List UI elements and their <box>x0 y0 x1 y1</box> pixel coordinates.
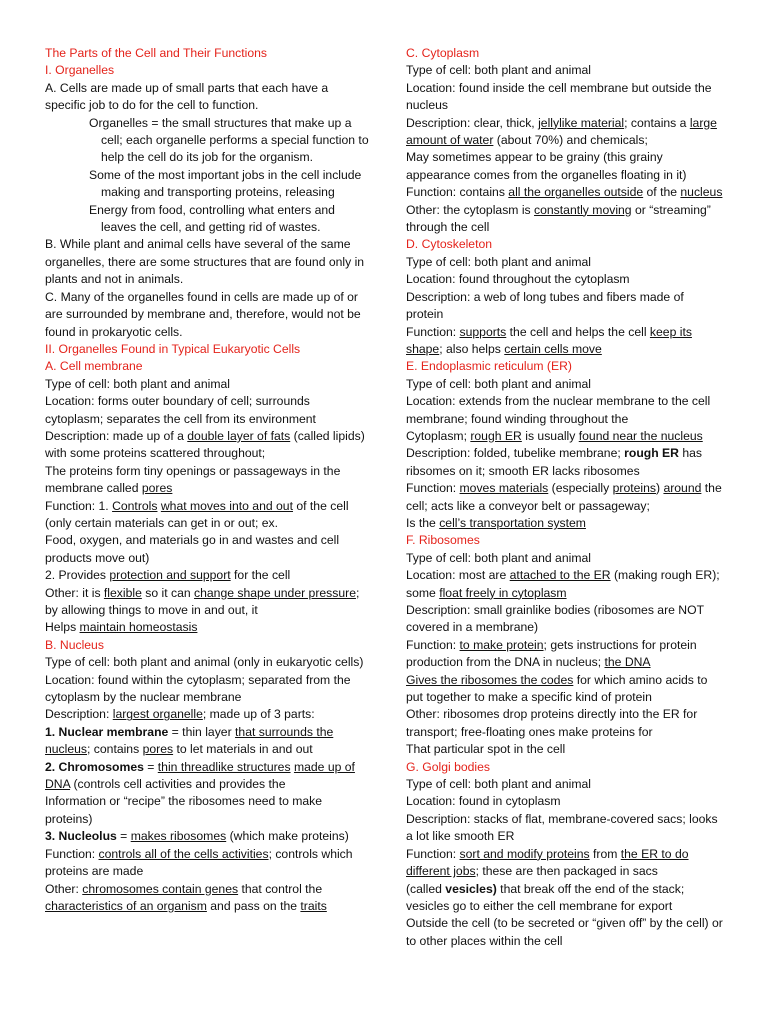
underlined-text: certain cells move <box>504 341 602 356</box>
text-run: The Parts of the Cell and Their Functions <box>45 46 267 60</box>
text-run: Location: found inside the cell membrane but outside the nucleus <box>406 80 712 113</box>
text-run: G. Golgi bodies <box>406 759 491 774</box>
underlined-text: the ER to do different jobs <box>406 846 689 879</box>
paragraph <box>406 80 724 115</box>
section-heading <box>406 45 724 62</box>
underlined-text: supports <box>459 324 507 339</box>
paragraph <box>45 428 371 463</box>
text-run: ; by allowing things to move in and out, it <box>45 585 360 617</box>
underlined-text: pores <box>141 481 173 496</box>
text-run: (which make proteins) <box>226 829 349 844</box>
text-run: Function: <box>406 846 460 861</box>
text-run: Description: stacks of flat, membrane-covered sacs; looks a lot like smooth ER <box>406 811 718 844</box>
section-heading <box>45 62 371 79</box>
text-run: that control the <box>238 881 323 896</box>
paragraph <box>406 428 724 445</box>
underlined-text: controls all of the cells activities <box>98 846 269 861</box>
text-run: Some of the most important jobs in the cell include making and transporting proteins, releasing <box>89 167 362 200</box>
section-heading <box>45 341 371 358</box>
text-run: Function: contains <box>406 185 509 200</box>
paragraph <box>45 236 371 288</box>
underlined-text: flexible <box>103 585 142 600</box>
text-run: is usually <box>521 428 579 443</box>
text-run: Information or “recipe” the ribosomes need to make proteins) <box>45 794 323 826</box>
text-run: That particular spot in the cell <box>406 742 566 757</box>
text-run: Is the <box>406 515 440 530</box>
underlined-text: the DNA <box>604 655 651 670</box>
underlined-text: maintain homeostasis <box>79 620 198 635</box>
text-run: Location: extends from the nuclear membrane to the cell membrane; found winding throughout the <box>406 394 711 426</box>
paragraph <box>45 80 371 115</box>
underlined-text: jellylike material <box>538 115 625 130</box>
paragraph <box>406 881 724 916</box>
text-run: of the <box>643 185 681 200</box>
underlined-text: all the organelles outside <box>508 185 644 200</box>
paragraph <box>45 793 371 828</box>
text-run: Location: found throughout the cytoplasm <box>406 272 630 287</box>
text-run: ) <box>655 481 664 496</box>
text-run: Organelles = the small structures that make up a cell; each organelle performs a special function to help the cell do its job for the organism. <box>89 115 369 165</box>
text-run: II. Organelles Found in Typical Eukaryotic Cells <box>45 341 301 356</box>
text-run: for the cell <box>230 568 291 583</box>
bold-text: rough ER <box>624 446 679 461</box>
text-run: B. While plant and animal cells have several of the same organelles, there are some structures that are found only in plants and not in animals. <box>45 237 365 287</box>
text-run: ; gets instructions for protein production from the DNA in nucleus; <box>406 637 697 670</box>
paragraph <box>406 376 724 393</box>
underlined-text: chromosomes contain genes <box>82 881 239 896</box>
text-run: Food, oxygen, and materials go in and wastes and cell products move out) <box>45 533 340 565</box>
paragraph <box>406 811 724 846</box>
text-run: = <box>143 759 158 774</box>
paragraph <box>406 741 724 758</box>
text-run: Type of cell: both plant and animal <box>406 254 591 269</box>
paragraph <box>45 585 371 620</box>
section-heading <box>406 759 724 776</box>
text-run: to let materials in and out <box>173 742 313 757</box>
paragraph <box>45 654 371 671</box>
text-run: May sometimes appear to be grainy (this grainy appearance comes from the organelles floating in it) <box>406 150 687 182</box>
paragraph <box>45 619 371 636</box>
underlined-text: constantly moving <box>534 202 632 217</box>
paragraph <box>406 793 724 810</box>
text-run: C. Cytoplasm <box>406 46 480 60</box>
text-run: Function: <box>45 846 99 861</box>
text-run: Type of cell: both plant and animal (only in eukaryotic cells) <box>45 655 364 670</box>
text-run: B. Nucleus <box>45 637 104 652</box>
paragraph <box>406 254 724 271</box>
underlined-text: large amount of water <box>406 115 717 148</box>
paragraph <box>45 881 371 916</box>
text-run: ; contains <box>87 742 143 757</box>
text-run: and pass on the <box>206 898 301 913</box>
underlined-text: that surrounds the nucleus <box>45 724 334 757</box>
section-heading <box>45 45 371 62</box>
text-run: C. Many of the organelles found in cells are made up of or are surrounded by membrane and, therefore, would not be found in prokaryotic cells. <box>45 289 361 339</box>
text-run: Function: <box>406 637 460 652</box>
section-heading <box>45 637 371 654</box>
section-heading <box>406 358 724 375</box>
text-run: A. Cell membrane <box>45 359 143 374</box>
text-run: D. Cytoskeleton <box>406 237 493 252</box>
paragraph <box>406 567 724 602</box>
underlined-text: found near the nucleus <box>578 428 703 443</box>
text-run: Location: most are <box>406 568 510 583</box>
text-run: so it can <box>141 585 195 600</box>
paragraph <box>406 149 724 184</box>
text-run: Type of cell: both plant and animal <box>406 550 591 565</box>
paragraph <box>45 828 371 845</box>
underlined-text: Controls <box>112 498 158 513</box>
text-run: A. Cells are made up of small parts that each have a specific job to do for the cell to function. <box>45 80 329 113</box>
text-run: E. Endoplasmic reticulum (ER) <box>406 359 572 374</box>
section-heading <box>406 236 724 253</box>
paragraph <box>45 376 371 393</box>
text-run: ; these are then packaged in sacs <box>475 864 658 879</box>
underlined-text: largest organelle <box>112 707 203 722</box>
paragraph <box>406 184 724 201</box>
paragraph <box>406 550 724 567</box>
text-run: Type of cell: both plant and animal <box>406 777 591 792</box>
right-column <box>406 45 724 950</box>
underlined-text: proteins <box>612 481 656 496</box>
underlined-text: makes ribosomes <box>130 829 227 844</box>
paragraph <box>45 846 371 881</box>
text-run: Location: forms outer boundary of cell; surrounds cytoplasm; separates the cell from its environment <box>45 394 316 426</box>
text-run: Outside the cell (to be secreted or “given off” by the cell) or to other places within the cell <box>406 916 723 948</box>
text-run: the cell and helps the cell <box>506 324 650 339</box>
text-run: ; made up of 3 parts: <box>202 707 315 722</box>
text-run: Description: <box>45 707 113 722</box>
section-heading <box>45 358 371 375</box>
paragraph <box>406 706 724 741</box>
text-run: The proteins form tiny openings or passageways in the membrane called <box>45 463 341 496</box>
text-run: Type of cell: both plant and animal <box>406 376 591 391</box>
paragraph <box>45 532 371 567</box>
paragraph <box>45 706 371 723</box>
paragraph <box>406 602 724 637</box>
text-run: (controls cell activities and provides the <box>70 777 286 792</box>
underlined-text: made up of DNA <box>45 759 355 792</box>
paragraph <box>406 846 724 881</box>
text-run: Description: folded, tubelike membrane; <box>406 446 625 461</box>
paragraph <box>406 324 724 359</box>
bold-text: 3. Nucleolus <box>45 829 117 844</box>
text-run: the cell; acts like a conveyor belt or passageway; <box>406 481 722 513</box>
underlined-text: sort and modify proteins <box>459 846 590 861</box>
text-run: Other: ribosomes drop proteins directly into the ER for transport; free-floating ones make proteins for <box>406 707 698 739</box>
paragraph <box>45 202 371 237</box>
underlined-text: double layer of fats <box>187 428 291 443</box>
text-run: ; contains a <box>624 115 690 130</box>
text-run: = thin layer <box>168 724 236 739</box>
paragraph <box>406 115 724 150</box>
paragraph <box>406 515 724 532</box>
underlined-text: pores <box>142 742 174 757</box>
paragraph <box>45 567 371 584</box>
paragraph <box>45 289 371 341</box>
text-run: Function: 1. <box>45 498 113 513</box>
text-run: Function: <box>406 481 460 496</box>
bold-text: 2. Chromosomes <box>45 759 144 774</box>
underlined-text: float freely in cytoplasm <box>439 585 567 600</box>
text-run: (called <box>406 881 446 896</box>
paragraph <box>406 271 724 288</box>
left-column <box>45 45 371 915</box>
text-run: for which amino acids to put together to make a specific kind of protein <box>406 672 708 705</box>
underlined-text: thin threadlike structures <box>157 759 291 774</box>
text-run: = <box>116 829 131 844</box>
bold-text: vesicles) <box>445 881 497 896</box>
paragraph <box>406 445 724 480</box>
paragraph <box>406 672 724 707</box>
paragraph <box>45 672 371 707</box>
paragraph <box>406 202 724 237</box>
paragraph <box>406 62 724 79</box>
paragraph <box>45 167 371 202</box>
text-run: (called lipids) with some proteins scattered throughout; <box>45 428 365 461</box>
paragraph <box>406 289 724 324</box>
text-run: Other: the cytoplasm is <box>406 202 535 217</box>
text-run: has ribsomes on it; smooth ER lacks ribosomes <box>406 446 703 478</box>
text-run: Description: small grainlike bodies (ribosomes are NOT covered in a membrane) <box>406 603 704 635</box>
paragraph <box>45 115 371 167</box>
paragraph <box>45 724 371 759</box>
underlined-text: traits <box>300 898 327 913</box>
underlined-text: cell’s transportation system <box>439 515 586 530</box>
text-run: of the cell (only certain materials can get in or out; ex. <box>45 498 349 530</box>
text-run: Type of cell: both plant and animal <box>45 376 230 391</box>
paragraph <box>45 393 371 428</box>
underlined-text: change shape under pressure <box>194 585 356 600</box>
underlined-text: nucleus <box>680 185 723 200</box>
underlined-text: moves materials <box>459 481 549 496</box>
underlined-text: rough ER <box>470 428 522 443</box>
text-run: Helps <box>45 620 80 635</box>
text-run: from <box>589 846 621 861</box>
paragraph <box>406 393 724 428</box>
text-run: Other: it is <box>45 585 104 600</box>
paragraph <box>406 776 724 793</box>
text-run: ; also helps <box>439 341 505 356</box>
text-run: Energy from food, controlling what enters and leaves the cell, and getting rid of wastes. <box>89 202 335 235</box>
text-run: that break off the end of the stack; vesicles go to either the cell membrane for export <box>406 881 685 913</box>
text-run: (making rough ER); some <box>406 568 720 600</box>
text-run: Description: clear, thick, <box>406 115 539 130</box>
paragraph <box>406 915 724 950</box>
text-run: Function: <box>406 324 460 339</box>
underlined-text: what moves into and out <box>160 498 293 513</box>
paragraph <box>406 480 724 515</box>
paragraph <box>45 759 371 794</box>
bold-text: 1. Nuclear membrane <box>45 724 169 739</box>
text-run: Description: a web of long tubes and fibers made of protein <box>406 289 684 322</box>
underlined-text: to make protein <box>459 637 544 652</box>
paragraph <box>406 637 724 672</box>
text-run: (about 70%) and chemicals; <box>493 133 648 148</box>
text-run: or “streaming” through the cell <box>406 202 711 235</box>
text-run: F. Ribosomes <box>406 533 480 548</box>
paragraph <box>45 498 371 533</box>
text-run: Location: found in cytoplasm <box>406 794 561 809</box>
text-run: I. Organelles <box>45 63 115 78</box>
paragraph <box>45 463 371 498</box>
section-heading <box>406 532 724 549</box>
underlined-text: Gives the ribosomes the codes <box>406 672 574 687</box>
underlined-text: attached to the ER <box>509 568 611 583</box>
text-run: (especially <box>548 481 613 496</box>
underlined-text: keep its shape <box>406 324 692 356</box>
text-run: Location: found within the cytoplasm; separated from the cytoplasm by the nuclear membrane <box>45 672 351 705</box>
text-run: Other: <box>45 881 83 896</box>
text-run: Cytoplasm; <box>406 428 471 443</box>
text-run: ; controls which proteins are made <box>45 846 353 879</box>
underlined-text: protection and support <box>109 568 231 583</box>
text-run: Description: made up of a <box>45 428 188 443</box>
underlined-text: around <box>663 481 702 496</box>
underlined-text: characteristics of an organism <box>45 898 207 913</box>
text-run: 2. Provides <box>45 568 110 583</box>
text-run: Type of cell: both plant and animal <box>406 63 591 78</box>
